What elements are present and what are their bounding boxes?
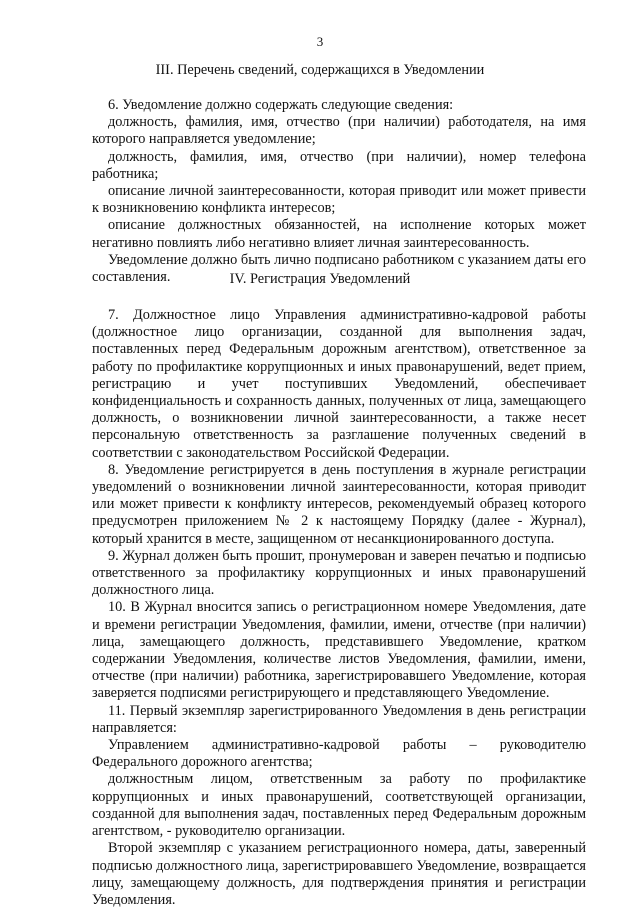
section-4-body: [92, 307, 586, 909]
paragraph-6-item-4: описание должностных обязанностей, на исполнение которых может негативно повлиять либо негативно влияет личная заинтересованность.: [92, 217, 586, 251]
paragraph-9: 9. Журнал должен быть прошит, пронумерован и заверен печатью и подписью ответственного за профилактику коррупционных и иных правонарушений должностного лица.: [92, 547, 586, 599]
paragraph-6-item-3: описание личной заинтересованности, которая приводит или может привести к возникновению конфликта интересов;: [92, 183, 586, 217]
paragraph-11: 11. Первый экземпляр зарегистрированного Уведомления в день регистрации направляется:: [92, 702, 586, 736]
paragraph-11-item-1: Управлением административно-кадровой работы – руководителю Федерального дорожного агентства;: [92, 737, 586, 771]
paragraph-11-item-3: Второй экземпляр с указанием регистрационного номера, даты, заверенный подписью должностного лица, зарегистрировавшего Уведомление, возвращается лицу, замещающему должность, для подтверждения принятия и регистрации Уведомления.: [92, 840, 586, 908]
paragraph-10: 10. В Журнал вносится запись о регистрационном номере Уведомления, дате и времени регистрации Уведомления, фамилии, имени, отчестве (при наличии) лица, замещающего должность, представившего Уведомление, кратком содержании Уведомления, количестве листов Уведомления, фамилии, имени, отчестве (при наличии) работника, зарегистрировавшего Уведомление, которая заверяется подписями регистрирующего и представляющего Уведомление.: [92, 599, 586, 702]
paragraph-7: 7. Должностное лицо Управления административно-кадровой работы (должностное лицо организации, созданной для выполнения задач, поставленных перед Федеральным дорожным агентством), ответственное за работу по профилактике коррупционных и иных правонарушений, ведет прием, регистрацию и учет поступивших Уведомлений, обеспечивает конфиденциальность и сохранность данных, полученных от лица, замещающего должность, о возникновении личной заинтересованности, а также несет персональную ответственность за разглашение полученных сведений в соответствии с законодательством Российской Федерации.: [92, 307, 586, 461]
paragraph-6: 6. Уведомление должно содержать следующие сведения:: [108, 97, 454, 113]
section-4-heading: IV. Регистрация Уведомлений: [229, 271, 411, 287]
section-3-body: [92, 97, 586, 286]
section-3-heading: III. Перечень сведений, содержащихся в Уведомлении: [155, 62, 485, 78]
paragraph-8: 8. Уведомление регистрируется в день поступления в журнале регистрации уведомлений о возникновении личной заинтересованности, которая приводит или может привести к конфликту интересов, рекомендуемый образец которого предусмотрен приложением № 2 к настоящему Порядку (далее - Журнал), который хранится в месте, защищенном от несанкционированного доступа.: [92, 461, 586, 547]
paragraph-6-item-5: Уведомление должно быть лично подписано работником с указанием даты его составления.: [92, 251, 586, 286]
paragraph-6-item-2: должность, фамилия, имя, отчество (при наличии), номер телефона работника;: [92, 148, 586, 182]
page-number: 3: [316, 34, 324, 49]
paragraph-6-item-1: должность, фамилия, имя, отчество (при наличии) работодателя, на имя которого направляется уведомление;: [92, 114, 586, 148]
paragraph-11-item-2: должностным лицом, ответственным за работу по профилактике коррупционных и иных правонарушений, соответствующей организации, созданной для выполнения задач, поставленных перед Федеральным дорожным агентством, - руководителю организации.: [92, 771, 586, 840]
